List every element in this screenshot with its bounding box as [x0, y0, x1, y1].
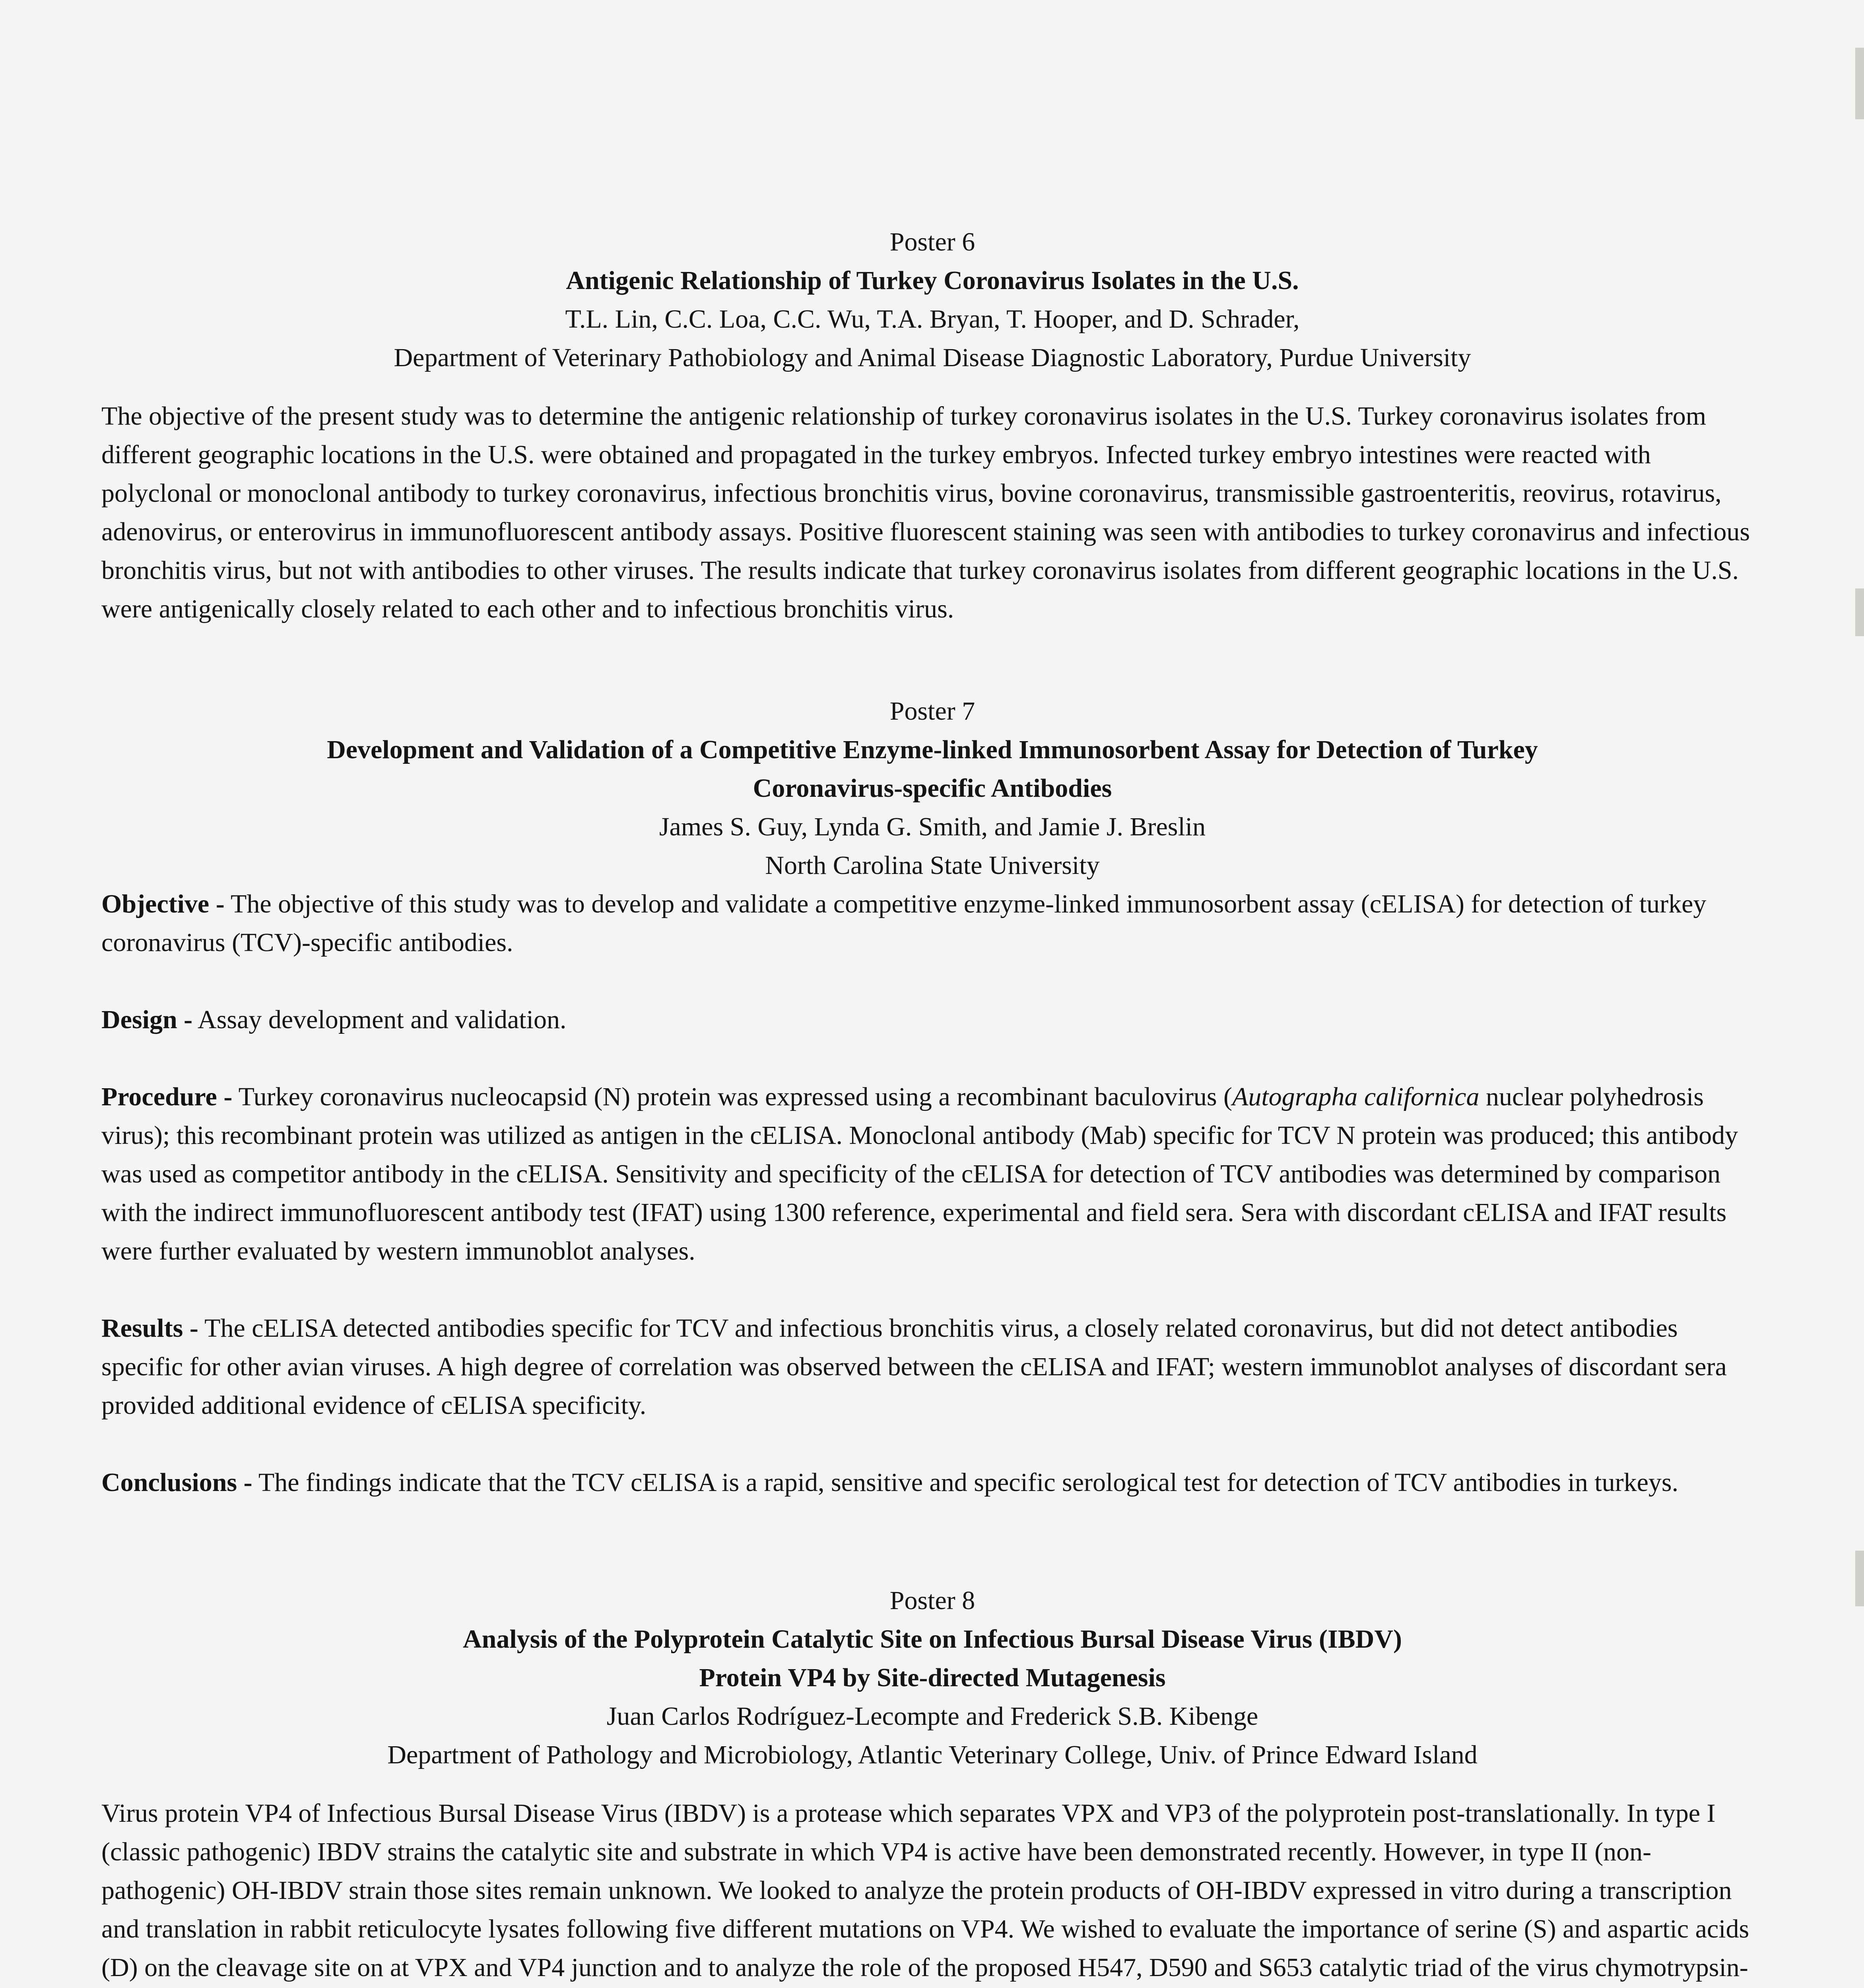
conclusions-text: The findings indicate that the TCV cELISA is a rapid, sensitive and specific serological test for detection of TCV antibodies in turkeys. [252, 1468, 1679, 1497]
poster-number: Poster 7 [889, 697, 975, 726]
document-content [101, 223, 1763, 1988]
poster-7 [101, 692, 1763, 1502]
poster-title-line-1: Analysis of the Polyprotein Catalytic Site on Infectious Bursal Disease Virus (IBDV) [463, 1625, 1402, 1654]
poster-authors: T.L. Lin, C.C. Loa, C.C. Wu, T.A. Bryan, T. Hooper, and D. Schrader, [565, 305, 1300, 334]
poster-authors: James S. Guy, Lynda G. Smith, and Jamie J. Breslin [659, 812, 1206, 841]
poster-6 [101, 223, 1763, 628]
results-label: Results - [101, 1314, 198, 1343]
poster-abstract: The objective of the present study was to determine the antigenic relationship of turkey coronavirus isolates in the U.S. Turkey coronavirus isolates from different geographic locations in the U.S. were obtained and propagated in the turkey embryos. Infected turkey embryo intestines were reacted with polyclonal or monoclonal antibody to turkey coronavirus, infectious bronchitis virus, bovine coronavirus, transmissible gastroenteritis, reovirus, rotavirus, adenovirus, or enterovirus in immunofluorescent antibody assays. Positive fluorescent staining was seen with antibodies to turkey coronavirus and infectious bronchitis virus, but not with antibodies to other viruses. The results indicate that turkey coronavirus isolates from different geographic locations in the U.S. were antigenically closely related to each other and to infectious bronchitis virus. [101, 402, 1750, 623]
procedure-paragraph [101, 1077, 1763, 1270]
poster-affiliation: North Carolina State University [765, 851, 1100, 880]
results-text: The cELISA detected antibodies specific for TCV and infectious bronchitis virus, a closely related coronavirus, but did not detect antibodies specific for other avian viruses. A high degree of correlation was observed between the cELISA and IFAT; western immunoblot analyses of discordant sera provided additional evidence of cELISA specificity. [101, 1314, 1727, 1420]
scan-edge-mark [1855, 588, 1864, 636]
procedure-label: Procedure - [101, 1082, 233, 1111]
design-paragraph [101, 1000, 1763, 1039]
poster-title-line-2: Coronavirus-specific Antibodies [753, 774, 1112, 803]
poster-authors: Juan Carlos Rodríguez-Lecompte and Frederick S.B. Kibenge [606, 1702, 1258, 1731]
poster-number: Poster 8 [889, 1586, 975, 1615]
procedure-text: Turkey coronavirus nucleocapsid (N) protein was expressed using a recombinant baculovirus ( [232, 1082, 1232, 1111]
scan-edge-mark [1855, 1551, 1864, 1606]
conclusions-paragraph [101, 1463, 1763, 1502]
objective-text: The objective of this study was to develop and validate a competitive enzyme-linked immunosorbent assay (cELISA) for detection of turkey coronavirus (TCV)-specific antibodies. [101, 889, 1707, 957]
results-paragraph [101, 1309, 1763, 1425]
poster-affiliation: Department of Veterinary Pathobiology and Animal Disease Diagnostic Laboratory, Purdue University [394, 343, 1471, 372]
procedure-text-continued: nuclear polyhedrosis virus); this recombinant protein was utilized as antigen in the cELISA. Monoclonal antibody (Mab) specific for TCV N protein was produced; this antibody was used as competitor antibody in the cELISA. Sensitivity and specificity of the cELISA for detection of TCV antibodies was determined by comparison with the indirect immunofluorescent antibody test (IFAT) using 1300 reference, experimental and field sera. Sera with discordant cELISA and IFAT results were further evaluated by western immunoblot analyses. [101, 1082, 1738, 1266]
objective-label: Objective - [101, 889, 225, 918]
poster-affiliation: Department of Pathology and Microbiology, Atlantic Veterinary College, Univ. of Prince Edward Island [387, 1740, 1478, 1769]
poster-abstract: Virus protein VP4 of Infectious Bursal Disease Virus (IBDV) is a protease which separates VPX and VP3 of the polyprotein post-translationally. In type I (classic pathogenic) IBDV strains the catalytic site and substrate in which VP4 is active have been demonstrated recently. However, in type II (non-pathogenic) OH-IBDV strain those sites remain unknown. We looked to analyze the protein products of OH-IBDV expressed in vitro during a transcription and translation in rabbit reticulocyte lysates following five different mutations on VP4. We wished to evaluate the importance of serine (S) and aspartic acids (D) on the cleavage site on at VPX and VP4 junction and to analyze the role of the proposed H547, D590 and S653 catalytic triad of the virus chymotrypsin- [101, 1799, 1749, 1982]
design-label: Design - [101, 1005, 193, 1034]
poster-8-header [101, 1581, 1763, 1774]
poster-7-header [101, 692, 1763, 885]
poster-6-header [101, 223, 1763, 377]
procedure-italic-species: Autographa californica [1232, 1082, 1480, 1111]
poster-title-line-2: Protein VP4 by Site-directed Mutagenesis [699, 1663, 1166, 1692]
poster-8 [101, 1581, 1763, 1988]
poster-number: Poster 6 [889, 227, 975, 256]
conclusions-label: Conclusions - [101, 1468, 252, 1497]
poster-title-line-1: Development and Validation of a Competitive Enzyme-linked Immunosorbent Assay for Detection of Turkey [327, 735, 1538, 764]
scan-edge-mark [1855, 48, 1864, 119]
poster-title: Antigenic Relationship of Turkey Coronavirus Isolates in the U.S. [566, 266, 1299, 295]
design-text: Assay development and validation. [192, 1005, 567, 1034]
objective-paragraph [101, 885, 1763, 962]
